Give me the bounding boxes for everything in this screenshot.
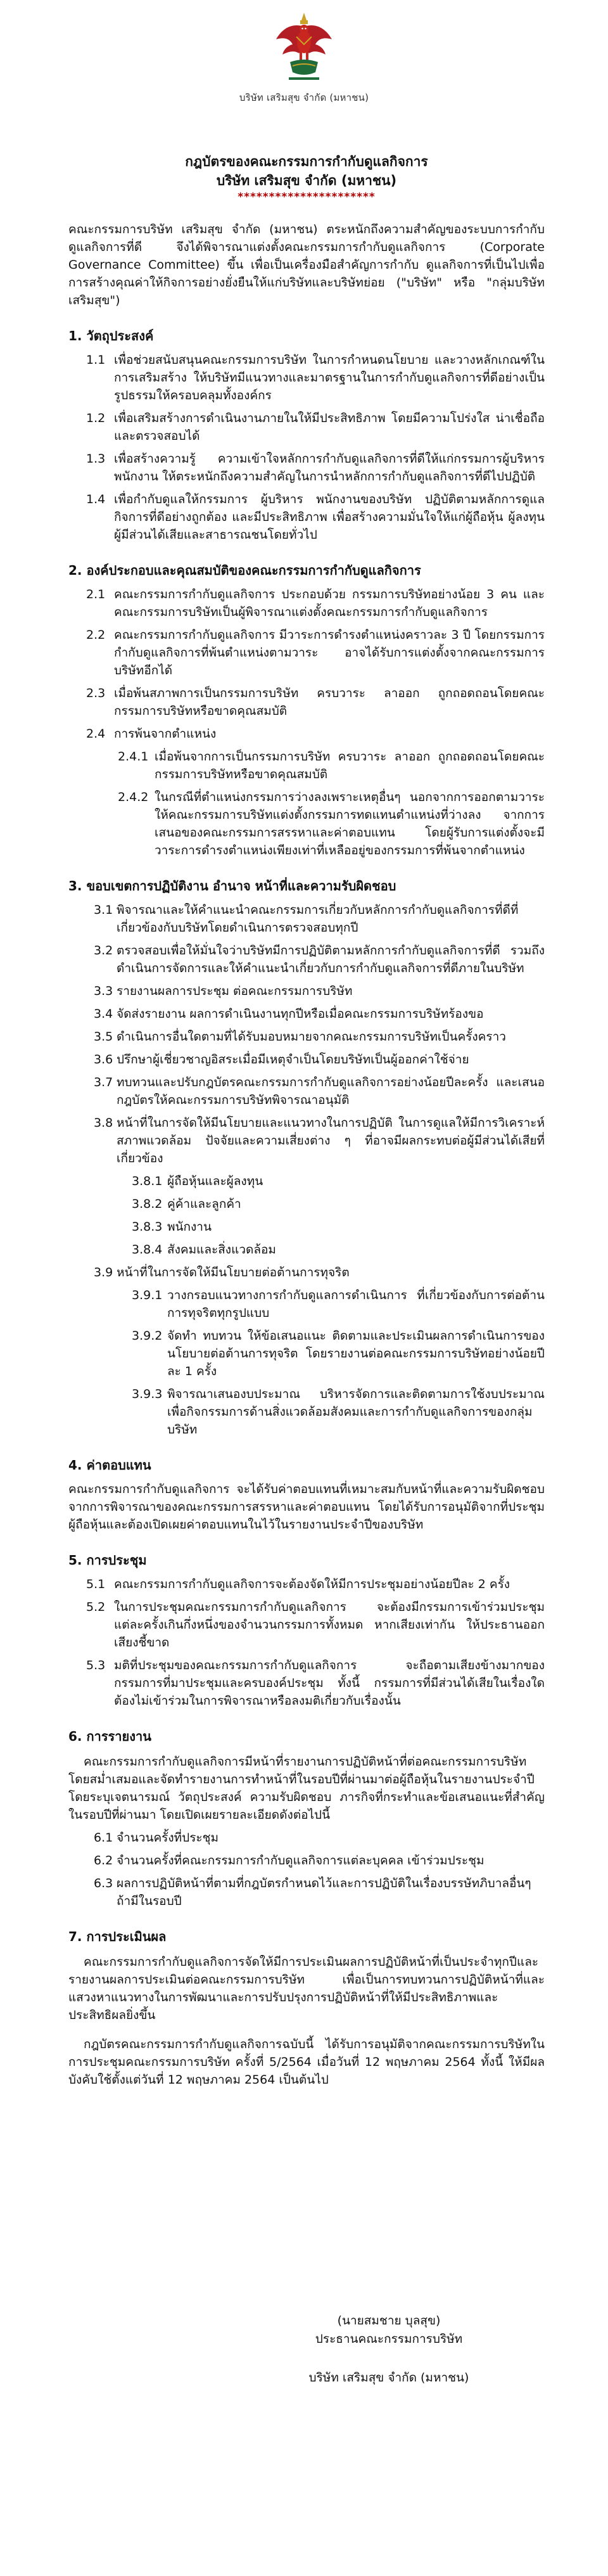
list-item: 3.7 ทบทวนและปรับกฎบัตรคณะกรรมการกำกับดูแลกิจการอย่างน้อยปีละครั้ง และเสนอกฎบัตรให้คณะกรรมการบริษัทพิจารณาอนุมัติ xyxy=(94,1075,545,1107)
letterhead xyxy=(0,11,608,105)
signature-block xyxy=(68,2312,545,2387)
sub-list-item: 3.8.2 คู่ค้าและลูกค้า xyxy=(132,1197,241,1211)
section-1-heading: 1. วัตถุประสงค์ xyxy=(68,328,154,343)
section-4-text: คณะกรรมการกำกับดูแลกิจการ จะได้รับค่าตอบแทนที่เหมาะสมกับหน้าที่และความรับผิดชอบจากการพิจารณาของคณะกรรมการสรรหาและค่าตอบแทน โดยได้รับการอนุมัติจากที่ประชุมผู้ถือหุ้นและต้องเปิดเผยค่าตอบแทนในไว้ในรายงานประจำปีของบริษัท xyxy=(68,1482,545,1532)
signatory-name: (นายสมชาย บุลสุข) xyxy=(337,2314,441,2328)
list-item: 5.1 คณะกรรมการกำกับดูแลกิจการจะต้องจัดให้มีการประชุมอย่างน้อยปีละ 2 ครั้ง xyxy=(86,1577,510,1591)
list-item: 3.2 ตรวจสอบเพื่อให้มั่นใจว่าบริษัทมีการปฏิบัติตามหลักการกำกับดูแลกิจการที่ดี รวมถึงดำเนินการจัดการและให้คำแนะนำเกี่ยวกับการกำกับดูแลกิจการที่ดีภายในบริษัท xyxy=(94,944,545,975)
list-item: 1.2 เพื่อเสริมสร้างการดำเนินงานภายในให้มีประสิทธิภาพ โดยมีความโปร่งใส น่าเชื่อถือและตรวจสอบได้ xyxy=(86,411,545,443)
section-3-heading: 3. ขอบเขตการปฏิบัติงาน อำนาจ หน้าที่และความรับผิดชอบ xyxy=(68,878,396,894)
document-company: บริษัท เสริมสุข จำกัด (มหาชน) xyxy=(216,173,397,188)
sub-list-item: 3.9.1 วางกรอบแนวทางการกำกับดูแลการดำเนินการ ที่เกี่ยวข้องกับการต่อต้านการทุจริตทุกรูปแบบ xyxy=(132,1288,545,1320)
list-item: 1.3 เพื่อสร้างความรู้ ความเข้าใจหลักการกำกับดูแลกิจการที่ดีให้แก่กรรมการผู้บริหาร พนักงาน ให้ตระหนักถึงความสำคัญในการนำหลักการกำกับดูแลกิจการที่ดีไปปฏิบัติ xyxy=(86,452,545,484)
sub-list-item: 2.4.2 ในกรณีที่ตำแหน่งกรรมการว่างลงเพราะเหตุอื่นๆ นอกจากการออกตามวาระ ให้คณะกรรมการบริษัทแต่งตั้งกรรมการทดแทนตำแหน่งที่ว่างลง จากการเสนอของคณะกรรมการสรรหาและค่าตอบแทน โดยผู้รับการแต่งตั้งจะมีวาระการดำรงตำแหน่งเพียงเท่าที่เหลืออยู่ของกรรมการที่พ้นจากตำแหน่ง xyxy=(118,790,545,857)
list-item: 3.9 หน้าที่ในการจัดให้มีนโยบายต่อต้านการทุจริต xyxy=(94,1266,350,1279)
sub-list-item: 2.4.1 เมื่อพ้นจากการเป็นกรรมการบริษัท ครบวาระ ลาออก ถูกถอดถอนโดยคณะกรรมการบริษัทหรือขาดคุณสมบัติ xyxy=(118,750,545,781)
document-title: กฎบัตรของคณะกรรมการกำกับดูแลกิจการ xyxy=(185,154,428,169)
section-5-heading: 5. การประชุม xyxy=(68,1553,147,1568)
list-item: 6.2 จำนวนครั้งที่คณะกรรมการกำกับดูแลกิจการแต่ละบุคคล เข้าร่วมประชุม xyxy=(94,1854,484,1868)
list-item: 2.4 การพ้นจากตำแหน่ง xyxy=(86,727,217,741)
list-item: 2.3 เมื่อพ้นสภาพการเป็นกรรมการบริษัท ครบวาระ ลาออก ถูกถอดถอนโดยคณะกรรมการบริษัทหรือขาดคุณสมบัติ xyxy=(86,686,545,718)
approval-statement: กฎบัตรคณะกรรมการกำกับดูแลกิจการฉบับนี้ ได้รับการอนุมัติจากคณะกรรมการบริษัทในการประชุมคณะกรรมการบริษัท ครั้งที่ 5/2564 เมื่อวันที่ 12 พฤษภาคม 2564 ทั้งนี้ ให้มีผลบังคับใช้ตั้งแต่วันที่ 12 พฤษภาคม 2564 เป็นต้นไป xyxy=(68,2037,545,2087)
list-item: 3.5 ดำเนินการอื่นใดตามที่ได้รับมอบหมายจากคณะกรรมการบริษัทเป็นครั้งคราว xyxy=(94,1030,506,1044)
list-item: 5.3 มติที่ประชุมของคณะกรรมการกำกับดูแลกิจการ จะถือตามเสียงข้างมากของกรรมการที่มาประชุมและครบองค์ประชุม ทั้งนี้ กรรมการที่มีส่วนได้เสียในเรื่องใด ต้องไม่เข้าร่วมในการพิจารณาหรือลงมติเกี่ยวกับเรื่องนั้น xyxy=(86,1658,545,1708)
section-7-heading: 7. การประเมินผล xyxy=(68,1929,167,1944)
section-7-text: คณะกรรมการกำกับดูแลกิจการจัดให้มีการประเมินผลการปฏิบัติหน้าที่เป็นประจำทุกปีและรายงานผลการประเมินต่อคณะกรรมการบริษัท เพื่อเป็นการทบทวนการปฏิบัติหน้าที่และแสวงหาแนวทางในการพัฒนาและการปรับปรุงการปฏิบัติหน้าที่ให้มีประสิทธิภาพและประสิทธิผลยิ่งขึ้น xyxy=(68,1955,545,2022)
list-item: 3.3 รายงานผลการประชุม ต่อคณะกรรมการบริษัท xyxy=(94,984,353,998)
list-item: 2.1 คณะกรรมการกำกับดูแลกิจการ ประกอบด้วย กรรมการบริษัทอย่างน้อย 3 คน และคณะกรรมการบริษัทเป็นผู้พิจารณาแต่งตั้งคณะกรรมการกำกับดูแลกิจการ xyxy=(86,587,545,619)
list-item: 3.1 พิจารณาและให้คำแนะนำคณะกรรมการเกี่ยวกับหลักการกำกับดูแลกิจการที่ดีที่เกี่ยวข้องกับบริษัทโดยดำเนินการตรวจสอบทุกปี xyxy=(94,903,519,935)
section-6-text: คณะกรรมการกำกับดูแลกิจการมีหน้าที่รายงานการปฏิบัติหน้าที่ต่อคณะกรรมการบริษัทโดยสม่ำเสมอและจัดทำรายงานการทำหน้าที่ในรอบปีที่ผ่านมาต่อผู้ถือหุ้นในรายงานประจำปี โดยระบุเจตนารมณ์ วัตถุประสงค์ ความรับผิดชอบ ภารกิจที่กระทำและข้อเสนอแนะที่สำคัญในรอบปีที่ผ่านมา โดยเปิดเผยรายละเอียดดังต่อไปนี้ xyxy=(68,1755,545,1822)
garuda-emblem-icon xyxy=(274,11,334,86)
sub-list-item: 3.8.1 ผู้ถือหุ้นและผู้ลงทุน xyxy=(132,1174,263,1188)
list-item: 3.4 จัดส่งรายงาน ผลการดำเนินงานทุกปีหรือเมื่อคณะกรรมการบริษัทร้องขอ xyxy=(94,1007,484,1021)
section-6-heading: 6. การรายงาน xyxy=(68,1729,151,1744)
signatory-company: บริษัท เสริมสุข จำกัด (มหาชน) xyxy=(308,2371,469,2385)
signatory-position: ประธานคณะกรรมการบริษัท xyxy=(315,2332,463,2346)
list-item: 3.8 หน้าที่ในการจัดให้มีนโยบายและแนวทางในการปฏิบัติ ในการดูแลให้มีการวิเคราะห์ สภาพแวดล้อม ปัจจัยและความเสี่ยงต่าง ๆ ที่อาจมีผลกระทบต่อผู้มีส่วนได้เสียที่เกี่ยวข้อง xyxy=(94,1116,545,1165)
intro-paragraph: คณะกรรมการบริษัท เสริมสุข จำกัด (มหาชน) ตระหนักถึงความสำคัญของระบบการกำกับดูแลกิจการที่ดี จึงได้พิจารณาแต่งตั้งคณะกรรมการกำกับดูแลกิจการ (Corporate Governance Committee) ขึ้น เพื่อเป็นเครื่องมือสำคัญการกำกับ ดูแลกิจการที่เป็นไปเพื่อการสร้างคุณค่าให้กิจการอย่างยั่งยืนให้แก่บริษัทและบริษัทย่อย ("บริษัท" หรือ "กลุ่มบริษัทเสริมสุข") xyxy=(68,222,545,307)
list-item: 6.1 จำนวนครั้งที่ประชุม xyxy=(94,1831,219,1845)
list-item: 2.2 คณะกรรมการกำกับดูแลกิจการ มีวาระการดำรงตำแหน่งคราวละ 3 ปี โดยกรรมการกำกับดูแลกิจการที่พ้นตำแหน่งตามวาระ อาจได้รับการแต่งตั้งจากคณะกรรมการบริษัทอีกได้ xyxy=(86,628,545,677)
sub-list-item: 3.9.2 จัดทำ ทบทวน ให้ข้อเสนอแนะ ติดตามและประเมินผลการดำเนินการของนโยบายต่อต้านการทุจริต โดยรายงานต่อคณะกรรมการบริษัทอย่างน้อยปีละ 1 ครั้ง xyxy=(132,1329,545,1378)
list-item: 1.1 เพื่อช่วยสนับสนุนคณะกรรมการบริษัท ในการกำหนดนโยบาย และวางหลักเกณฑ์ในการเสริมสร้าง ให้บริษัทมีแนวทางและมาตรฐานในการกำกับดูแลกิจการที่ดีอย่างเป็นรูปธรรมให้ครอบคลุมทั้งองค์กร xyxy=(86,353,545,402)
list-item: 5.2 ในการประชุมคณะกรรมการกำกับดูแลกิจการ จะต้องมีกรรมการเข้าร่วมประชุมแต่ละครั้งเกินกึ่งหนึ่งของจำนวนกรรมการทั้งหมด หากเสียงเท่ากัน ให้ประธานออกเสียงชี้ขาด xyxy=(86,1600,545,1650)
company-brand-name: บริษัท เสริมสุข จำกัด (มหาชน) xyxy=(239,92,369,103)
section-4-heading: 4. ค่าตอบแทน xyxy=(68,1458,151,1473)
sub-list-item: 3.8.4 สังคมและสิ่งแวดล้อม xyxy=(132,1243,276,1257)
title-divider: ********************** xyxy=(238,191,376,203)
list-item: 3.6 ปรึกษาผู้เชี่ยวชาญอิสระเมื่อมีเหตุจำเป็นโดยบริษัทเป็นผู้ออกค่าใช้จ่าย xyxy=(94,1053,469,1067)
sub-list-item: 3.8.3 พนักงาน xyxy=(132,1220,212,1234)
document-body xyxy=(68,152,545,2089)
sub-list-item: 3.9.3 พิจารณาเสนองบประมาณ บริหารจัดการและติดตามการใช้งบประมาณเพื่อกิจกรรมการด้านสิ่งแวดล้อมสังคมและการกำกับดูแลกิจการของกลุ่มบริษัท xyxy=(132,1387,545,1437)
section-2-heading: 2. องค์ประกอบและคุณสมบัติของคณะกรรมการกำกับดูแลกิจการ xyxy=(68,563,421,578)
list-item: 1.4 เพื่อกำกับดูแลให้กรรมการ ผู้บริหาร พนักงานของบริษัท ปฏิบัติตามหลักการดูแลกิจการที่ดีอย่างถูกต้อง และมีประสิทธิภาพ เพื่อสร้างความมั่นใจให้แก่ผู้ถือหุ้น ผู้ลงทุน ผู้มีส่วนได้เสียและสาธารณชนโดยทั่วไป xyxy=(86,492,545,542)
list-item: 6.3 ผลการปฏิบัติหน้าที่ตามที่กฎบัตรกำหนดไว้และการปฏิบัติในเรื่องบรรษัทภิบาลอื่นๆ ถ้ามีในรอบปี xyxy=(94,1876,531,1908)
